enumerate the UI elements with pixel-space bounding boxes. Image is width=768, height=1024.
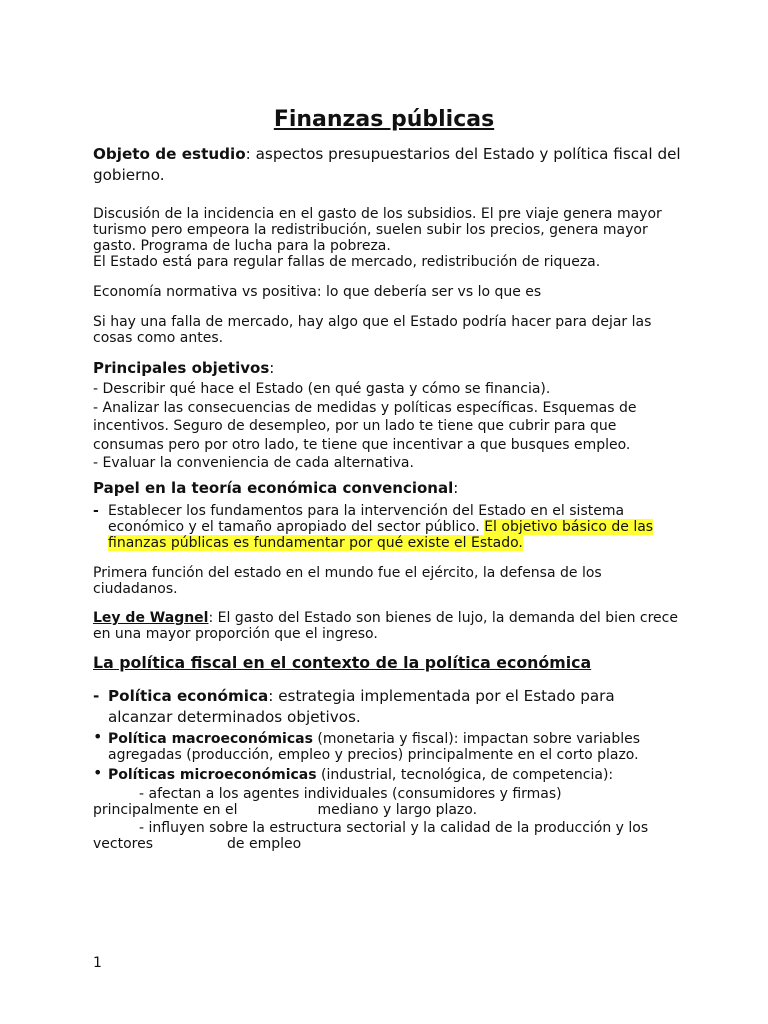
objetivos-heading-colon: :: [269, 359, 275, 377]
politica-economica-item: [93, 686, 683, 728]
paragraph-subsidios: [93, 206, 683, 270]
page-number: 1: [93, 955, 102, 971]
objetivos-heading: [93, 360, 683, 376]
objeto-paragraph: [93, 144, 683, 186]
paragraph-normativa: Economía normativa vs positiva: lo que debería ser vs lo que es: [93, 284, 542, 300]
objeto-text: : aspectos presupuestarios del Estado y política fiscal del gobierno.: [93, 145, 681, 184]
micro-sub-1c: mediano y largo plazo.: [317, 802, 478, 818]
papel-heading-label: Papel en la teoría económica convencional: [93, 479, 454, 497]
micro-sub-2c: de empleo: [227, 836, 302, 852]
wagner-label: Ley de Wagnel: [93, 610, 209, 626]
macro-item: [93, 727, 683, 763]
micro-item: [93, 763, 683, 783]
micro-text-block: [93, 763, 683, 783]
macro-text: (monetaria y fiscal): impactan sobre variables agregadas (producción, empleo y precios) principalmente en el corto plazo.: [108, 731, 641, 763]
micro-sub-1a: - afectan a los agentes individuales (consumidores y firmas): [139, 786, 562, 802]
objetivos-heading-label: Principales objetivos: [93, 359, 270, 377]
micro-sub-2: [93, 820, 693, 852]
objetivo-item-3: - Evaluar la conveniencia de cada alternativa.: [93, 455, 414, 471]
papel-text: Establecer los fundamentos para la intervención del Estado en el sistema económico y el tamaño apropiado del sector público.: [108, 503, 625, 535]
paragraph-falla-mercado: Si hay una falla de mercado, hay algo que el Estado podría hacer para dejar las cosas como antes.: [93, 314, 652, 346]
papel-item: [93, 503, 683, 551]
objetivos-list: [93, 380, 683, 473]
paragraph-ejercito: Primera función del estado en el mundo fue el ejército, la defensa de los ciudadanos.: [93, 565, 602, 597]
objeto-label: Objeto de estudio: [93, 145, 246, 163]
micro-sub-1b: principalmente en el: [93, 802, 238, 818]
macro-label: Política macroeconómicas: [108, 731, 313, 747]
bullet-dot: •: [93, 763, 103, 782]
section2-heading: La política fiscal en el contexto de la política económica: [93, 653, 592, 672]
paragraph-subsidios-text: Discusión de la incidencia en el gasto de los subsidios. El pre viaje genera mayor turismo pero empeora la redistribución, suelen subir los precios, genera mayor gasto. Programa de lucha para la pobreza.: [93, 206, 662, 254]
bullet-dot: •: [93, 727, 103, 746]
micro-sub-2b: vectores: [93, 836, 154, 852]
micro-sub-1: [93, 786, 693, 818]
micro-text: (industrial, tecnológica, de competencia):: [316, 767, 614, 783]
wagner-paragraph: [93, 610, 683, 642]
papel-highlight: El objetivo básico de las finanzas públicas es fundamentar por qué existe el Estado.: [108, 519, 654, 551]
papel-heading-colon: :: [453, 479, 459, 497]
micro-label: Políticas microeconómicas: [108, 767, 317, 783]
micro-sub-2a: - influyen sobre la estructura sectorial y la calidad de la producción y los: [139, 820, 649, 836]
papel-item-text: [93, 503, 683, 551]
macro-text-block: [93, 727, 683, 763]
wagner-text: : El gasto del Estado son bienes de lujo, la demanda del bien crece en una mayor proporción que el ingreso.: [93, 610, 678, 642]
politica-economica-text-block: [93, 686, 683, 728]
politica-economica-text: : estrategia implementada por el Estado para alcanzar determinados objetivos.: [108, 687, 615, 726]
paragraph-fallas-text: El Estado está para regular fallas de mercado, redistribución de riqueza.: [93, 254, 601, 270]
page-title: Finanzas públicas: [273, 107, 495, 132]
papel-heading: [93, 480, 683, 496]
objetivo-item-1: - Describir qué hace el Estado (en qué gasta y cómo se financia).: [93, 381, 551, 397]
dash-bullet: -: [93, 503, 99, 519]
objetivo-item-2: - Analizar las consecuencias de medidas y políticas específicas. Esquemas de incentivos. Seguro de desempleo, por un lado te tiene que cubrir para que consumas pero por otro lado, te tiene que incentivar a que busques empleo.: [93, 399, 637, 453]
politica-economica-label: Política económica: [108, 687, 269, 705]
dash-bullet: -: [93, 687, 100, 705]
